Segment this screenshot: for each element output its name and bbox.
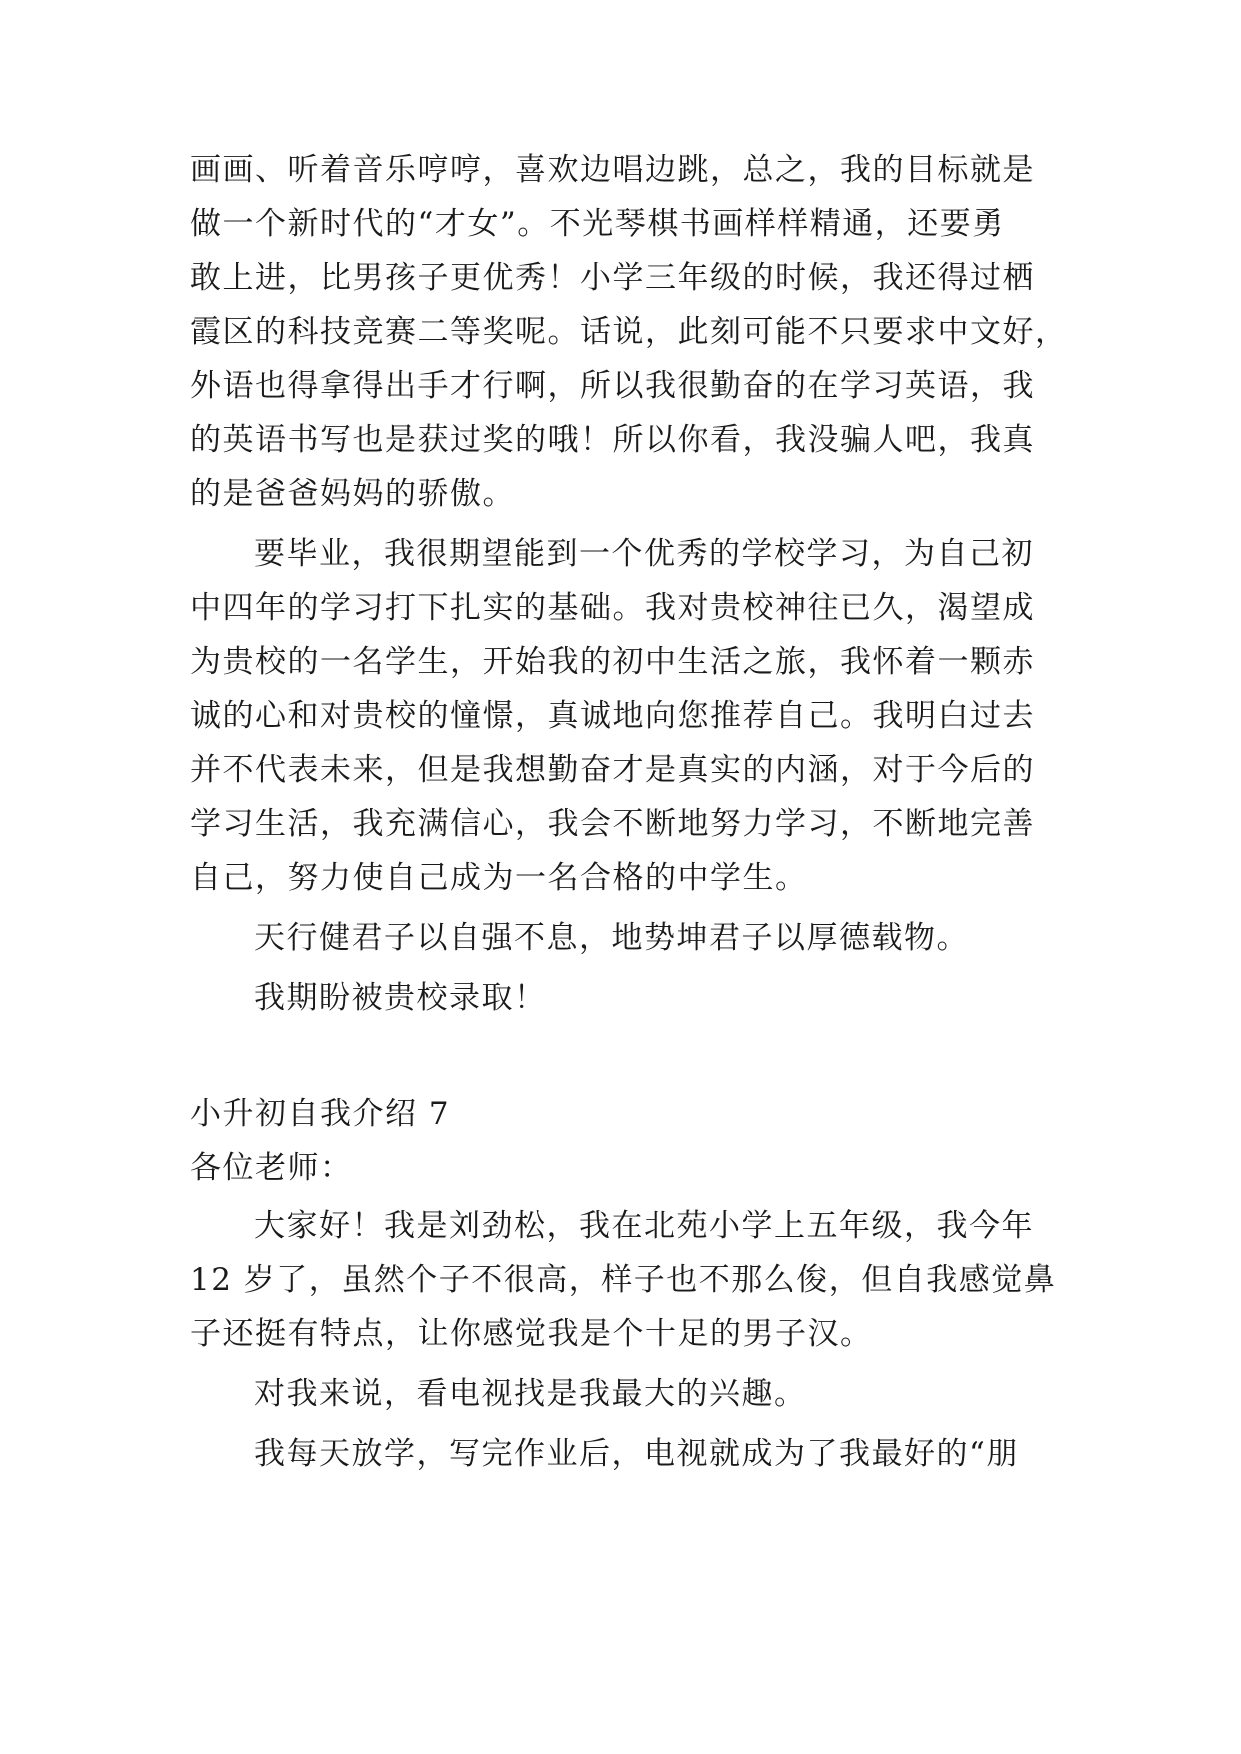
paragraph-6: 对我来说，看电视找是我最大的兴趣。: [254, 1376, 807, 1412]
paragraph-2-line-2: 中四年的学习打下扎实的基础。我对贵校神往已久，渴望成: [190, 590, 1035, 626]
paragraph-1-line-6: 的英语书写也是获过奖的哦！所以你看，我没骗人吧，我真: [190, 422, 1035, 458]
paragraph-2-line-7: 自己，努力使自己成为一名合格的中学生。: [190, 860, 808, 896]
salutation: 各位老师：: [190, 1150, 353, 1186]
paragraph-2-line-5: 并不代表未来，但是我想勤奋才是真实的内涵，对于今后的: [190, 752, 1035, 788]
paragraph-5-line-2: 12 岁了，虽然个子不很高，样子也不那么俊，但自我感觉鼻: [190, 1262, 1057, 1298]
paragraph-3: 天行健君子以自强不息，地势坤君子以厚德载物。: [254, 920, 969, 956]
paragraph-5-line-1: 大家好！我是刘劲松，我在北苑小学上五年级，我今年: [254, 1208, 1034, 1244]
paragraph-4: 我期盼被贵校录取！: [254, 980, 547, 1016]
paragraph-1-line-4: 霞区的科技竞赛二等奖呢。话说，此刻可能不只要求中文好，: [190, 314, 1068, 350]
paragraph-2-line-4: 诚的心和对贵校的憧憬，真诚地向您推荐自己。我明白过去: [190, 698, 1035, 734]
paragraph-2-line-1: 要毕业，我很期望能到一个优秀的学校学习，为自己初: [254, 536, 1034, 572]
paragraph-1-line-5: 外语也得拿得出手才行啊，所以我很勤奋的在学习英语，我: [190, 368, 1035, 404]
paragraph-1-line-3: 敢上进，比男孩子更优秀！小学三年级的时候，我还得过栖: [190, 260, 1035, 296]
paragraph-1-line-1: 画画、听着音乐哼哼，喜欢边唱边跳，总之，我的目标就是: [190, 152, 1035, 188]
paragraph-5-line-3: 子还挺有特点，让你感觉我是个十足的男子汉。: [190, 1316, 873, 1352]
section-title: 小升初自我介绍 7: [190, 1096, 451, 1132]
paragraph-1-line-2: 做一个新时代的“才女”。不光琴棋书画样样精通，还要勇: [190, 206, 1005, 242]
paragraph-2-line-6: 学习生活，我充满信心，我会不断地努力学习，不断地完善: [190, 806, 1035, 842]
paragraph-1-line-7: 的是爸爸妈妈的骄傲。: [190, 476, 515, 512]
paragraph-7: 我每天放学，写完作业后，电视就成为了我最好的“朋: [254, 1436, 1019, 1472]
paragraph-2-line-3: 为贵校的一名学生，开始我的初中生活之旅，我怀着一颗赤: [190, 644, 1035, 680]
